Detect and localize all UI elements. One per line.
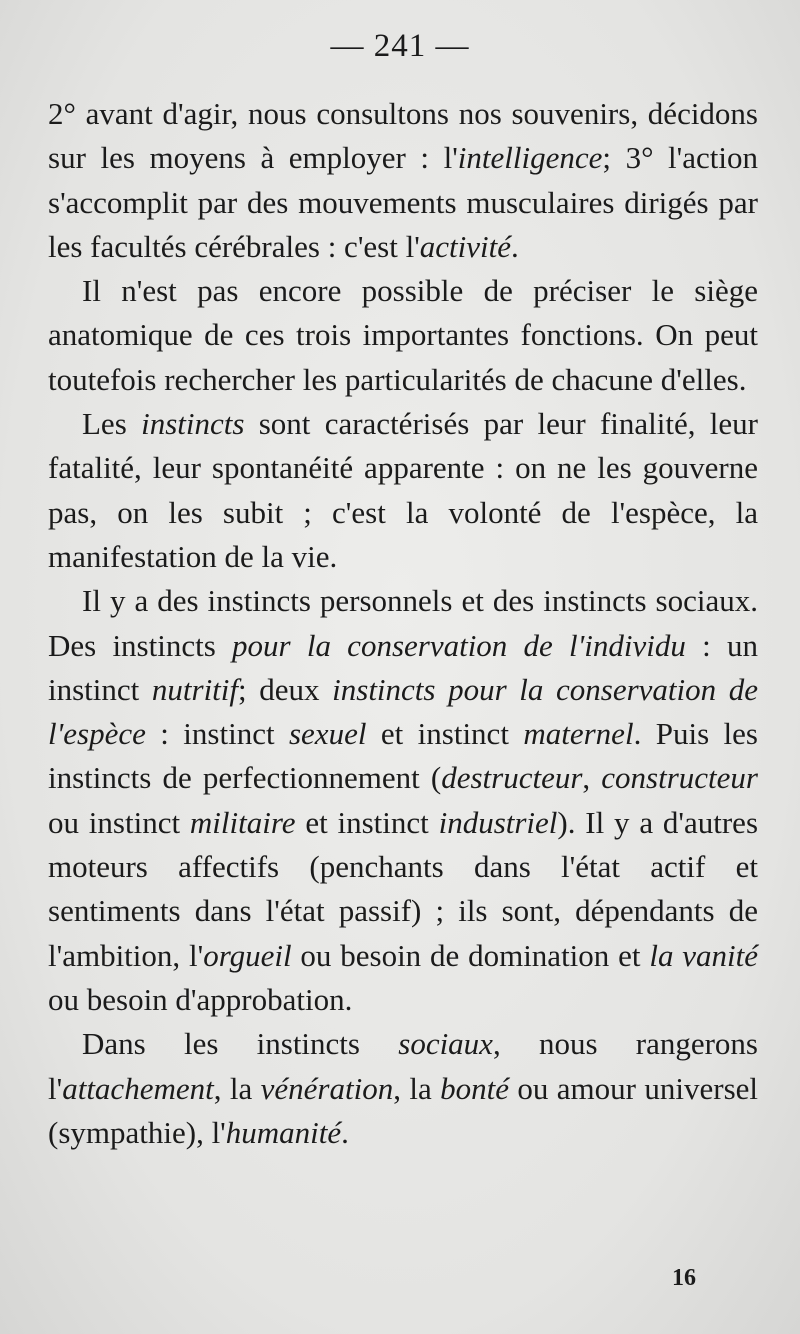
text-run: ou besoin d'approbation. xyxy=(48,981,353,1017)
italic-run: instincts pour la conservation de l'espèce xyxy=(48,671,759,752)
italic-run: sexuel xyxy=(288,716,367,752)
text-run: , la xyxy=(213,1070,261,1106)
text-run: . xyxy=(511,228,519,264)
text-run: . xyxy=(341,1114,349,1150)
text-run: Il y a des instincts personnels et des instincts sociaux. Des instincts xyxy=(48,583,758,663)
italic-run: militaire xyxy=(189,804,296,840)
text-run: : instinct xyxy=(145,716,289,752)
text-run: , la xyxy=(393,1070,441,1106)
text-run: ou besoin de domination et xyxy=(291,937,650,973)
text-run: Les xyxy=(82,406,142,442)
italic-run: instincts xyxy=(141,406,245,442)
text-run: et instinct xyxy=(366,716,524,752)
italic-run: constructeur xyxy=(601,760,758,796)
text-run: ; 3° l'action s'accomplit par des mouvements musculaires dirigés par les facultés cérébrales : c'est l' xyxy=(48,140,758,264)
italic-run: destructeur xyxy=(441,760,583,796)
italic-run: humanité xyxy=(225,1114,342,1150)
text-run: ou amour universel (sympathie), l' xyxy=(48,1070,759,1150)
text-run: . Puis les instincts de perfectionnement ( xyxy=(48,716,758,796)
text-run: , xyxy=(582,760,602,796)
paragraph-4 xyxy=(48,579,758,1022)
page-number-header: — 241 — xyxy=(330,28,470,64)
italic-run: intelligence xyxy=(457,140,603,176)
text-run: ). Il y a d'autres moteurs affectifs (penchants dans l'état actif et sentiments dans l'état passif) ; ils sont, dépendants de l'ambition, l' xyxy=(48,804,759,973)
paragraph-1 xyxy=(48,92,758,269)
text-run: ou instinct xyxy=(48,804,190,840)
text-run: sont caractérisés par leur finalité, leur fatalité, leur spontanéité apparente : on ne les gouverne pas, on les subit ; c'est la volonté de l'espèce, la manifestation de la vie. xyxy=(48,406,759,574)
italic-run: maternel xyxy=(523,716,634,752)
italic-run: attachement xyxy=(62,1070,214,1106)
text-run: , nous rangerons l' xyxy=(48,1026,758,1106)
italic-run: activité xyxy=(419,228,512,264)
text-run: : un instinct xyxy=(48,627,758,707)
text-run: Dans les instincts xyxy=(82,1026,399,1062)
italic-run: nutritif xyxy=(151,671,239,707)
italic-run: vénération xyxy=(260,1070,394,1106)
italic-run: orgueil xyxy=(203,937,292,973)
italic-run: bonté xyxy=(440,1070,510,1106)
body-text xyxy=(48,92,758,1155)
paragraph-3 xyxy=(48,402,758,579)
italic-run: industriel xyxy=(438,804,558,840)
text-run: Il n'est pas encore possible de préciser le siège anatomique de ces trois importantes fonctions. On peut toutefois rechercher les particularités de chacune d'elles. xyxy=(48,273,758,397)
text-run: ; deux xyxy=(238,671,333,707)
italic-run: sociaux xyxy=(398,1026,493,1062)
text-run: 2° avant d'agir, nous consultons nos souvenirs, décidons sur les moyens à employer : l' xyxy=(48,96,758,176)
italic-run: la vanité xyxy=(649,937,759,973)
paragraph-2 xyxy=(48,269,758,402)
text-run: et instinct xyxy=(295,804,439,840)
paragraph-5 xyxy=(48,1022,758,1155)
italic-run: pour la conservation de l'individu xyxy=(232,627,686,663)
signature-mark: 16 xyxy=(672,1265,696,1291)
